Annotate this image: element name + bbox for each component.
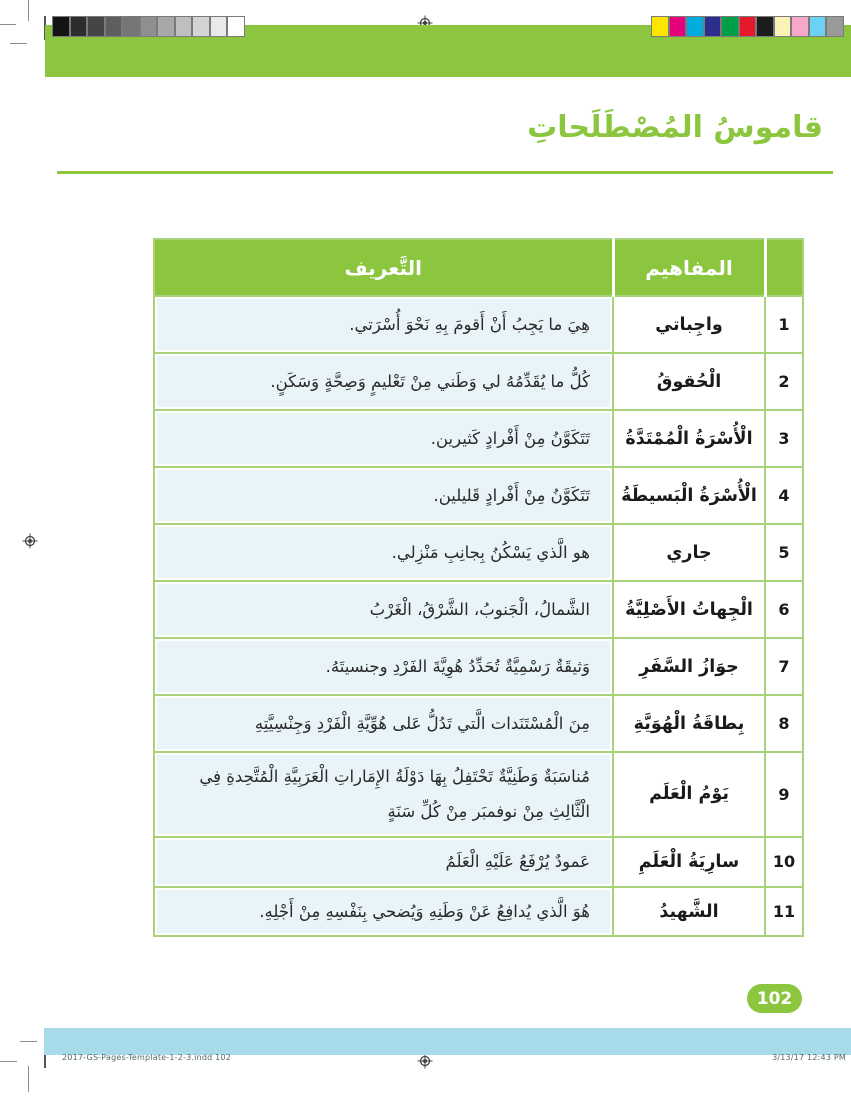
table-row [154,695,803,752]
row-number-cell: 9 [765,752,803,837]
color-swatch [721,16,739,37]
color-swatch [739,16,757,37]
grayscale-swatch [192,16,210,37]
header-concepts-cell: المفاهيم [613,239,765,296]
grayscale-swatch [210,16,228,37]
table-row [154,467,803,524]
row-number-cell: 3 [765,410,803,467]
row-concept-cell: بِطاقَةُ الْهُوَيَّةِ [613,695,765,752]
row-number-cell: 11 [765,887,803,936]
table-row [154,296,803,353]
crop-mark [0,24,16,25]
registration-mark-icon [417,1053,433,1069]
color-swatch [669,16,687,37]
row-concept-cell: الشَّهيدُ [613,887,765,936]
row-concept-cell: الْحُقوقُ [613,353,765,410]
glossary-table-body [154,296,803,936]
row-number-cell: 1 [765,296,803,353]
table-row [154,353,803,410]
color-swatch [826,16,844,37]
row-number-cell: 2 [765,353,803,410]
crop-mark [28,1066,29,1092]
grayscale-swatch [52,16,70,37]
row-definition-cell: هُوَ الَّذي يُدافِعُ عَنْ وَطَنِهِ وَيُضحي بِنَفْسِهِ مِنْ أَجْلِهِ. [154,887,613,936]
row-definition-cell: كُلُّ ما يُقَدِّمُهُ لي وَطَني مِنْ تَعْليمٍ وَصِحَّةٍ وَسَكَنٍ. [154,353,613,410]
row-definition-cell: هو الَّذي يَسْكُنُ بِجانِبِ مَنْزِلي. [154,524,613,581]
color-swatch [756,16,774,37]
crop-mark [28,0,29,21]
glossary-table [153,238,804,937]
row-concept-cell: الْأُسْرَةُ الْبَسيطَةُ [613,467,765,524]
grayscale-swatch [157,16,175,37]
row-concept-cell: جوَازُ السَّفَرِ [613,638,765,695]
grayscale-swatch [227,16,245,37]
registration-mark-icon [22,533,38,549]
row-concept-cell: الْجِهاتُ الأَصْلِيَّةُ [613,581,765,638]
row-definition-cell: مِنَ الْمُسْتَنَدات الَّتي تَدُلُّ عَلى هُوِّيَّةِ الْفَرْدِ وَجِنْسِيَّتِهِ [154,695,613,752]
row-number-cell: 8 [765,695,803,752]
row-concept-cell: سارِيَةُ الْعَلَمِ [613,837,765,887]
color-swatch [704,16,722,37]
row-number-cell: 4 [765,467,803,524]
grayscale-calibration-bar [52,16,245,37]
grayscale-swatch [122,16,140,37]
grayscale-swatch [175,16,193,37]
table-row [154,837,803,887]
crop-mark [0,1061,17,1062]
table-header-row [154,239,803,296]
grayscale-swatch [87,16,105,37]
table-row [154,638,803,695]
crop-mark [20,1041,37,1042]
table-row [154,752,803,837]
header-definition-cell: التَّعريف [154,239,613,296]
color-swatch [686,16,704,37]
table-row [154,887,803,936]
header-number-cell [765,239,803,296]
row-definition-cell: هِيَ ما يَجِبُ أَنْ أَقومَ بِهِ نَحْوَ أُسْرَتي. [154,296,613,353]
row-number-cell: 5 [765,524,803,581]
row-number-cell: 6 [765,581,803,638]
row-concept-cell: جاري [613,524,765,581]
color-swatch [651,16,669,37]
row-definition-cell: تَتَكَوَّنُ مِنْ أَفْرادٍ كَثيرين. [154,410,613,467]
row-definition-cell: وَثيقَةٌ رَسْمِيَّةٌ تُحَدِّدُ هُوِيَّةَ الفَرْدِ وجنسيتَهُ. [154,638,613,695]
color-calibration-bar [651,16,844,37]
row-concept-cell: واجِباتي [613,296,765,353]
row-definition-cell: عَمودٌ يُرْفَعُ عَلَيْهِ الْعَلَمُ [154,837,613,887]
color-swatch [809,16,827,37]
color-swatch [774,16,792,37]
row-number-cell: 7 [765,638,803,695]
footer-timestamp-text: 3/13/17 12:43 PM [772,1053,846,1062]
row-concept-cell: الْأُسْرَةُ الْمُمْتَدَّةُ [613,410,765,467]
page-number-badge: 102 [747,984,802,1013]
row-definition-cell: تَتَكَوَّنُ مِنْ أَفْرادٍ قَليلين. [154,467,613,524]
table-row [154,581,803,638]
crop-mark [10,43,27,44]
page-title: قاموسُ المُصْطَلَحاتِ [527,110,823,145]
row-number-cell: 10 [765,837,803,887]
row-concept-cell: يَوْمُ الْعَلَم [613,752,765,837]
footer-filename-text: 2017-GS-Pages-Template-1-2-3.indd 102 [62,1053,232,1062]
title-underline [57,171,833,174]
row-definition-cell: الشَّمالُ، الْجَنوبُ، الشَّرْقُ، الْغَرْبُ [154,581,613,638]
table-row [154,524,803,581]
row-definition-cell: مُناسَبَةٌ وَطَنِيَّةٌ تَحْتَفِلُ بِهَا دَوْلَةُ الإِمَاراتِ الْعَرَبِيَّةِ الْمُتَّحِدةِ فِي الْثَّالِثِ مِنْ نوفمبَر مِنْ كُلِّ سَنَةٍ [154,752,613,837]
footer-band [44,1028,851,1055]
grayscale-swatch [70,16,88,37]
table-row [154,410,803,467]
color-swatch [791,16,809,37]
grayscale-swatch [105,16,123,37]
grayscale-swatch [140,16,158,37]
